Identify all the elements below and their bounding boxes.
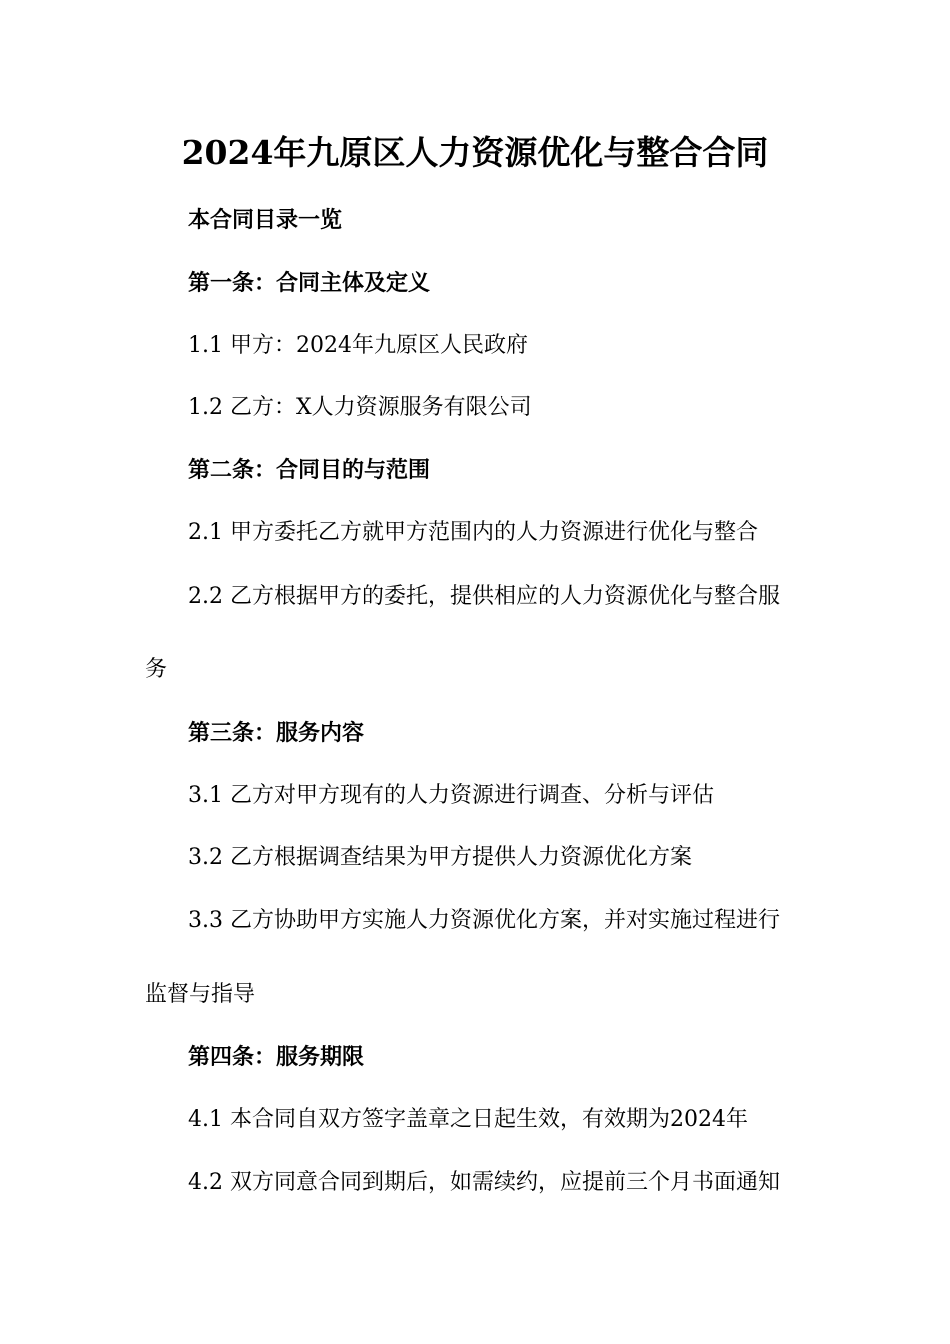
clause-3-3-line-2: 监督与指导 [145,982,256,1007]
clause-2-1: 2.1 甲方委托乙方就甲方范围内的人力资源进行优化与整合 [188,520,758,545]
toc-heading: 本合同目录一览 [188,207,343,233]
document-title: 2024年九原区人力资源优化与整合合同 [181,133,769,172]
clause-3-2: 3.2 乙方根据调查结果为甲方提供人力资源优化方案 [188,845,692,870]
article-1-heading: 第一条：合同主体及定义 [188,270,431,296]
clause-3-1: 3.1 乙方对甲方现有的人力资源进行调查、分析与评估 [188,783,714,808]
clause-1-2: 1.2 乙方：X人力资源服务有限公司 [188,395,532,420]
clause-4-2: 4.2 双方同意合同到期后，如需续约，应提前三个月书面通知 [188,1170,780,1195]
clause-3-3-line-1: 3.3 乙方协助甲方实施人力资源优化方案，并对实施过程进行 [188,908,780,933]
clause-4-1: 4.1 本合同自双方签字盖章之日起生效，有效期为2024年 [188,1107,748,1132]
article-2-heading: 第二条：合同目的与范围 [188,457,431,483]
clause-2-2-line-2: 务 [145,657,168,682]
clause-2-2-line-1: 2.2 乙方根据甲方的委托，提供相应的人力资源优化与整合服 [188,584,780,609]
article-3-heading: 第三条：服务内容 [188,720,365,746]
clause-1-1: 1.1 甲方：2024年九原区人民政府 [188,333,528,358]
article-4-heading: 第四条：服务期限 [188,1044,365,1070]
